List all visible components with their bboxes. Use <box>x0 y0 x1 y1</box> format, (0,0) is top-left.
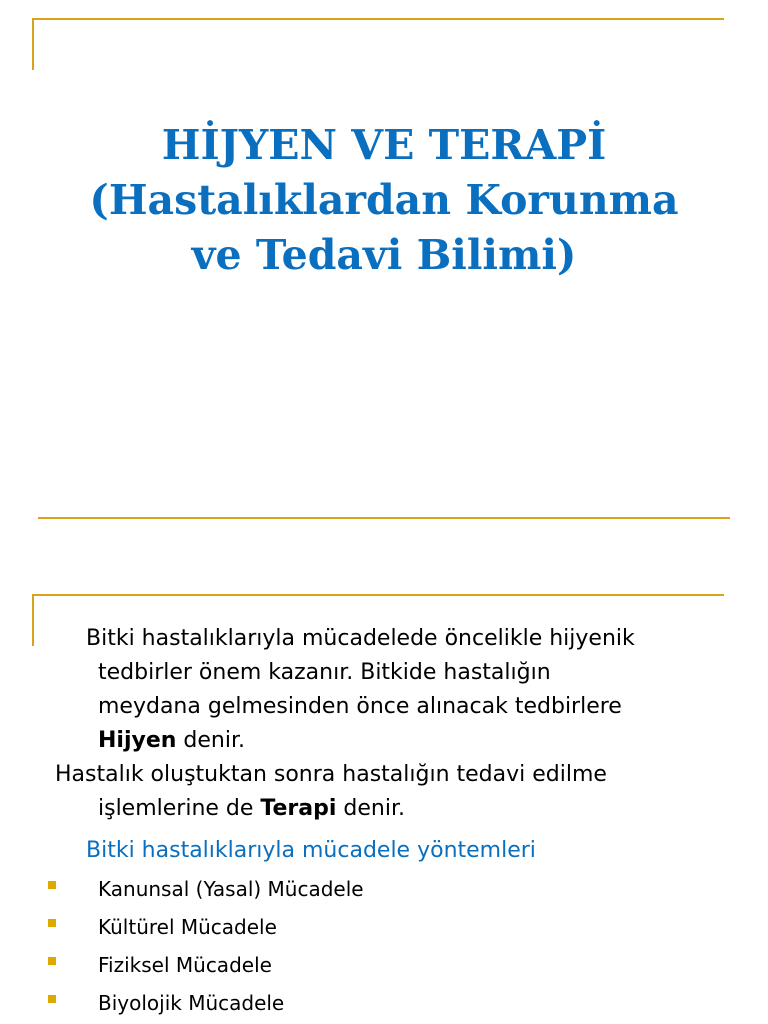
square-bullet-icon <box>48 957 56 965</box>
slide-body <box>0 622 740 1022</box>
methods-heading: Bitki hastalıklarıyla mücadele yöntemleri <box>86 838 536 863</box>
paragraph-line: tedbirler önem kazanır. Bitkide hastalığın <box>98 660 551 685</box>
list-item-label: Kültürel Mücadele <box>98 915 277 939</box>
paragraph-line: Bitki hastalıklarıyla mücadelede öncelikle hijyenik <box>86 626 635 651</box>
methods-list <box>0 870 740 1022</box>
paragraph-line: meydana gelmesinden önce alınacak tedbirlere <box>98 694 622 719</box>
list-item <box>0 908 740 946</box>
top-accent-line <box>32 18 724 20</box>
top-accent-line <box>32 594 724 596</box>
paragraph-lead: işlemlerine de <box>98 796 261 821</box>
hygiene-paragraph <box>0 622 740 758</box>
left-accent-line <box>32 18 34 70</box>
paragraph-tail: denir. <box>336 796 405 821</box>
list-item <box>0 946 740 984</box>
title-line-2: (Hastalıklardan Korunma <box>89 176 679 224</box>
list-item-label: Biyolojik Mücadele <box>98 991 285 1015</box>
slide-title <box>40 118 728 283</box>
list-item-label: Kanunsal (Yasal) Mücadele <box>98 877 364 901</box>
paragraph-line <box>0 792 740 826</box>
paragraph-tail: denir. <box>176 728 245 753</box>
therapy-paragraph <box>0 758 740 826</box>
term-hijyen: Hijyen <box>98 728 177 753</box>
paragraph-line <box>0 724 740 758</box>
square-bullet-icon <box>48 881 56 889</box>
list-item <box>0 984 740 1022</box>
term-terapi: Terapi <box>260 796 337 821</box>
list-item-label: Fiziksel Mücadele <box>98 953 272 977</box>
title-line-1: HİJYEN VE TERAPİ <box>161 121 607 169</box>
title-line-3: ve Tedavi Bilimi) <box>191 231 577 279</box>
square-bullet-icon <box>48 919 56 927</box>
slide-2 <box>0 512 768 1024</box>
paragraph-line: Hastalık oluştuktan sonra hastalığın tedavi edilme <box>55 762 607 787</box>
square-bullet-icon <box>48 995 56 1003</box>
list-item <box>0 870 740 908</box>
